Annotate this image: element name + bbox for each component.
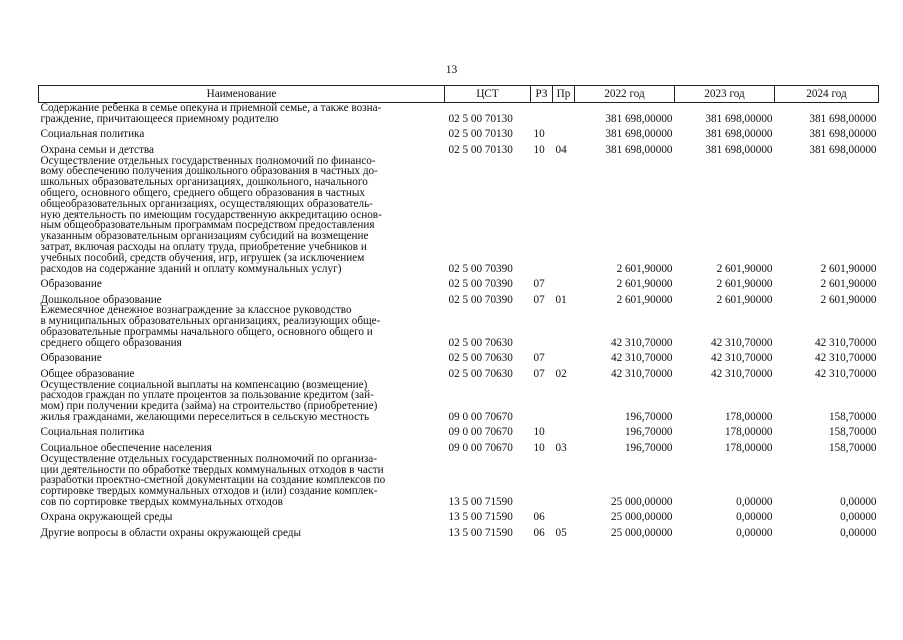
table-row [39, 125, 879, 141]
row-value-2024: 0,00000 [840, 526, 877, 539]
row-value-2023: 0,00000 [736, 511, 773, 524]
row-name-line: Содержание ребенка в семье опекуна и приемной семье, а также возна- [40, 102, 382, 114]
row-pr: 01 [555, 293, 567, 306]
row-name-line: расходов на содержание зданий и оплату коммунальных услуг) [40, 262, 342, 275]
row-value-2023: 0,00000 [736, 495, 773, 508]
row-value-2024: 42 310,70000 [814, 367, 877, 380]
row-name-line: затрат, включая расходы на оплату труда, приобретение учебников и [40, 240, 367, 253]
row-cst: 09 0 00 70670 [448, 441, 513, 454]
row-value-2024: 381 698,00000 [809, 128, 877, 141]
row-name-line: Образование [40, 352, 102, 365]
row-cst: 02 5 00 70390 [448, 293, 513, 306]
table-row [39, 423, 879, 439]
row-value-2022: 42 310,70000 [610, 367, 673, 380]
row-name [39, 438, 445, 454]
row-name [39, 125, 445, 141]
row-name-line: Социальное обеспечение населения [40, 441, 212, 454]
row-cst: 09 0 00 70670 [448, 426, 513, 439]
page-number: 13 [445, 64, 458, 76]
row-value-2022: 2 601,90000 [616, 278, 673, 291]
row-pr: 05 [555, 526, 567, 539]
row-rz: 07 [533, 367, 545, 380]
row-name-line: вому обеспечению получения дошкольного образования в частных до- [40, 165, 378, 178]
row-value-2022: 2 601,90000 [616, 262, 673, 275]
row-name-line: Другие вопросы в области охраны окружающей среды [40, 526, 302, 539]
row-pr [553, 156, 575, 275]
row-rz: 06 [533, 526, 545, 539]
row-name-line: Осуществление социальной выплаты на компенсацию (возмещение) [40, 378, 368, 391]
row-value-2022: 381 698,00000 [605, 112, 673, 125]
row-value-2023: 178,00000 [724, 426, 773, 439]
row-pr: 04 [555, 143, 567, 156]
row-value-2024: 0,00000 [840, 495, 877, 508]
row-name-line: Охрана окружающей среды [40, 511, 173, 524]
row-rz: 10 [533, 128, 545, 141]
row-name [39, 290, 445, 306]
table-row [39, 305, 879, 348]
row-cst: 02 5 00 70630 [448, 336, 513, 349]
row-name-line: жилья гражданами, желающими переселиться в сельскую местность [40, 410, 370, 423]
row-value-2024: 158,70000 [828, 410, 877, 423]
table-body [39, 103, 879, 539]
row-rz: 10 [533, 441, 545, 454]
row-rz: 07 [533, 278, 545, 291]
row-value-2023: 178,00000 [724, 441, 773, 454]
row-value-2022: 381 698,00000 [605, 143, 673, 156]
row-value-2024: 158,70000 [828, 426, 877, 439]
row-rz: 10 [533, 426, 545, 439]
row-name [39, 454, 445, 508]
row-rz [531, 103, 553, 125]
row-value-2022: 196,70000 [624, 441, 673, 454]
row-value-2023: 2 601,90000 [716, 278, 773, 291]
row-rz [531, 305, 553, 348]
table-row [39, 454, 879, 508]
row-name-line: ным общеобразовательным программам посредством предоставления [40, 219, 375, 232]
row-pr [553, 508, 575, 524]
row-value-2024: 158,70000 [828, 441, 877, 454]
row-name-line: Ежемесячное денежное вознаграждение за классное руководство [40, 304, 352, 317]
row-name [39, 380, 445, 423]
row-name [39, 156, 445, 275]
row-value-2023: 381 698,00000 [705, 112, 773, 125]
row-pr [553, 103, 575, 125]
row-value-2024: 0,00000 [840, 511, 877, 524]
row-pr [553, 305, 575, 348]
row-name [39, 140, 445, 156]
row-value-2023: 2 601,90000 [716, 262, 773, 275]
table-row [39, 156, 879, 275]
row-name [39, 523, 445, 539]
column-header-name: Наименование [39, 86, 445, 103]
row-value-2023: 178,00000 [724, 410, 773, 423]
row-cst: 02 5 00 70130 [448, 143, 513, 156]
row-name-line: среднего общего образования [40, 336, 182, 349]
table-row [39, 290, 879, 306]
row-name-line: ную деятельность по имеющим государственную аккредитацию основ- [40, 208, 382, 221]
row-name-line: Охрана семьи и детства [40, 143, 154, 156]
row-value-2022: 42 310,70000 [610, 336, 673, 349]
row-value-2024: 42 310,70000 [814, 352, 877, 365]
row-pr [553, 125, 575, 141]
row-name-line: Общее образование [40, 367, 135, 380]
row-rz: 10 [533, 143, 545, 156]
column-header-pr: Пр [553, 86, 575, 103]
row-name-line: расходов граждан по уплате процентов за пользование кредитом (зай- [40, 389, 374, 402]
row-cst: 13 5 00 71590 [448, 495, 513, 508]
table-row [39, 508, 879, 524]
row-value-2024: 2 601,90000 [820, 293, 877, 306]
table-row [39, 349, 879, 365]
row-name-line: в муниципальных образовательных организациях, реализующих обще- [40, 315, 381, 328]
row-name-line: сортировке твердых коммунальных отходов и (или) создание комплек- [40, 485, 378, 498]
row-pr [553, 380, 575, 423]
row-value-2023: 381 698,00000 [705, 128, 773, 141]
row-name-line: школьных образовательных организациях, дошкольного, начального [40, 176, 368, 189]
row-name-line: общего, основного общего, среднего общего образования в частных [40, 186, 365, 199]
row-name-line: сов по сортировке твердых коммунальных отходов [40, 495, 283, 508]
row-value-2022: 196,70000 [624, 426, 673, 439]
row-cst: 02 5 00 70390 [448, 262, 513, 275]
row-value-2023: 2 601,90000 [716, 293, 773, 306]
row-value-2022: 25 000,00000 [610, 526, 673, 539]
table-row [39, 523, 879, 539]
row-name-line: мом) при получении кредита (займа) на строительство (приобретение) [40, 400, 378, 413]
row-value-2022: 2 601,90000 [616, 293, 673, 306]
column-header-cst: ЦСТ [445, 86, 531, 103]
row-cst: 02 5 00 70390 [448, 278, 513, 291]
table-row [39, 380, 879, 423]
row-cst: 13 5 00 71590 [448, 526, 513, 539]
row-cst: 02 5 00 70630 [448, 367, 513, 380]
row-value-2023: 42 310,70000 [710, 367, 773, 380]
table-row [39, 140, 879, 156]
row-cst: 09 0 00 70670 [448, 410, 513, 423]
row-pr [553, 423, 575, 439]
row-name-line: граждение, причитающееся приемному родителю [40, 112, 279, 125]
row-name-line: Осуществление отдельных государственных полномочий по организа- [40, 452, 377, 465]
row-name-line: ции деятельности по обработке твердых коммунальных отходов в части [40, 463, 384, 476]
row-pr: 03 [555, 441, 567, 454]
row-pr: 02 [555, 367, 567, 380]
table-row [39, 103, 879, 125]
row-value-2024: 2 601,90000 [820, 262, 877, 275]
row-name [39, 423, 445, 439]
row-name [39, 364, 445, 380]
table-row [39, 438, 879, 454]
row-name [39, 508, 445, 524]
row-value-2024: 381 698,00000 [809, 112, 877, 125]
row-cst: 13 5 00 71590 [448, 511, 513, 524]
row-name [39, 103, 445, 125]
row-value-2022: 25 000,00000 [610, 495, 673, 508]
row-name [39, 349, 445, 365]
row-name-line: Социальная политика [40, 128, 145, 141]
row-name-line: Осуществление отдельных государственных полномочий по финансо- [40, 154, 376, 167]
row-value-2023: 42 310,70000 [710, 336, 773, 349]
column-header-2023: 2023 год [675, 86, 775, 103]
row-value-2022: 381 698,00000 [605, 128, 673, 141]
row-name-line: указанным образовательным организациям субсидий на возмещение [40, 230, 369, 243]
row-value-2024: 381 698,00000 [809, 143, 877, 156]
row-cst: 02 5 00 70630 [448, 352, 513, 365]
row-name-line: Образование [40, 278, 102, 291]
row-rz: 06 [533, 511, 545, 524]
row-value-2022: 42 310,70000 [610, 352, 673, 365]
row-name [39, 274, 445, 290]
column-header-2024: 2024 год [775, 86, 879, 103]
row-name-line: учебных пособий, средств обучения, игр, игрушек (за исключением [40, 251, 365, 264]
column-header-2022: 2022 год [575, 86, 675, 103]
budget-table [38, 85, 879, 539]
row-value-2022: 196,70000 [624, 410, 673, 423]
row-value-2024: 2 601,90000 [820, 278, 877, 291]
row-value-2023: 42 310,70000 [710, 352, 773, 365]
row-rz [531, 454, 553, 508]
row-rz: 07 [533, 352, 545, 365]
row-name-line: общеобразовательных организациях, осуществляющих образователь- [40, 197, 373, 210]
row-cst: 02 5 00 70130 [448, 128, 513, 141]
row-value-2024: 42 310,70000 [814, 336, 877, 349]
row-pr [553, 454, 575, 508]
row-rz [531, 380, 553, 423]
row-value-2023: 381 698,00000 [705, 143, 773, 156]
row-value-2023: 0,00000 [736, 526, 773, 539]
row-rz [531, 156, 553, 275]
row-name-line: Дошкольное образование [40, 293, 162, 306]
row-name-line: Социальная политика [40, 426, 145, 439]
row-rz: 07 [533, 293, 545, 306]
table-row [39, 274, 879, 290]
table-header [39, 86, 879, 103]
table-row [39, 364, 879, 380]
row-pr [553, 274, 575, 290]
row-name [39, 305, 445, 348]
row-pr [553, 349, 575, 365]
row-cst: 02 5 00 70130 [448, 112, 513, 125]
row-name-line: разработки проектно-сметной документации на создание комплексов по [40, 474, 386, 487]
row-name-line: образовательные программы начального общего, основного общего и [40, 325, 373, 338]
row-value-2022: 25 000,00000 [610, 511, 673, 524]
column-header-rz: РЗ [531, 86, 553, 103]
